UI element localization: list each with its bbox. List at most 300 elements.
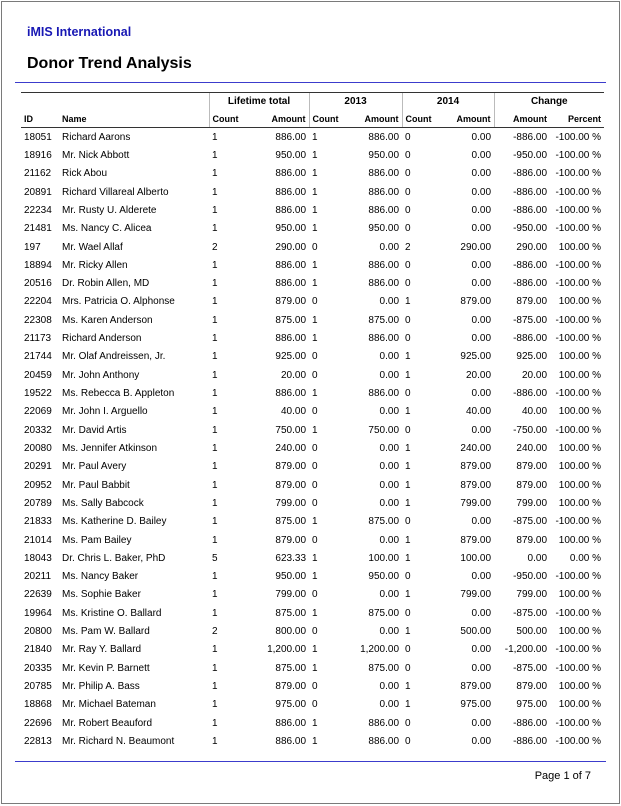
cell-change-percent: -100.00 % [555, 735, 602, 747]
table-row [21, 220, 604, 238]
cell-lifetime-count: 1 [212, 735, 218, 747]
cell-2014-amount: 0.00 [471, 607, 492, 619]
cell-lifetime-amount: 886.00 [275, 717, 307, 729]
table-row [21, 256, 604, 274]
cell-2014-amount: 879.00 [460, 296, 492, 308]
table-row [21, 641, 604, 659]
cell-2014-amount: 879.00 [460, 534, 492, 546]
cell-change-amount: -1,200.00 [504, 644, 548, 656]
cell-name: Mr. John I. Arguello [62, 406, 148, 418]
cell-id: 18894 [24, 259, 52, 271]
cell-2013-amount: 0.00 [379, 241, 400, 253]
cell-change-amount: -886.00 [513, 204, 548, 216]
cell-lifetime-count: 1 [212, 351, 218, 363]
cell-lifetime-amount: 875.00 [275, 516, 307, 528]
group-header-2014: 2014 [402, 93, 494, 111]
cell-2014-amount: 0.00 [471, 314, 492, 326]
cell-2014-count: 0 [405, 168, 411, 180]
cell-id: 20332 [24, 424, 52, 436]
cell-name: Ms. Pam Bailey [62, 534, 132, 546]
cell-2014-amount: 0.00 [471, 204, 492, 216]
table-row [21, 714, 604, 732]
cell-2013-count: 0 [312, 296, 318, 308]
cell-2014-amount: 0.00 [471, 223, 492, 235]
cell-change-percent: -100.00 % [555, 607, 602, 619]
cell-lifetime-count: 1 [212, 204, 218, 216]
cell-lifetime-amount: 886.00 [275, 278, 307, 290]
cell-2014-count: 0 [405, 516, 411, 528]
cell-2014-count: 0 [405, 644, 411, 656]
cell-2014-count: 1 [405, 534, 411, 546]
cell-2013-amount: 0.00 [379, 296, 400, 308]
cell-2013-count: 1 [312, 607, 318, 619]
cell-2013-count: 1 [312, 204, 318, 216]
organization-name: iMIS International [27, 25, 132, 39]
cell-change-amount: -886.00 [513, 131, 548, 143]
cell-lifetime-amount: 886.00 [275, 168, 307, 180]
cell-2013-amount: 886.00 [368, 717, 400, 729]
cell-2013-count: 1 [312, 259, 318, 271]
cell-lifetime-count: 1 [212, 479, 218, 491]
page-number: Page 1 of 7 [534, 770, 591, 782]
table-row [21, 146, 604, 164]
cell-lifetime-amount: 800.00 [275, 626, 307, 638]
cell-lifetime-amount: 879.00 [275, 461, 307, 473]
cell-2014-count: 0 [405, 131, 411, 143]
cell-2014-count: 1 [405, 699, 411, 711]
table-row [21, 128, 604, 147]
cell-2013-amount: 0.00 [379, 589, 400, 601]
cell-2013-count: 1 [312, 333, 318, 345]
cell-2013-amount: 0.00 [379, 626, 400, 638]
cell-2014-count: 1 [405, 552, 411, 564]
cell-2013-amount: 100.00 [368, 552, 400, 564]
cell-2013-amount: 0.00 [379, 497, 400, 509]
cell-change-amount: -886.00 [513, 735, 548, 747]
cell-2014-amount: 0.00 [471, 168, 492, 180]
cell-id: 21162 [24, 168, 52, 180]
cell-name: Mr. Robert Beauford [62, 717, 153, 729]
cell-2013-count: 0 [312, 442, 318, 454]
cell-2014-count: 0 [405, 223, 411, 235]
footer-divider [15, 761, 606, 762]
cell-lifetime-amount: 950.00 [275, 571, 307, 583]
cell-name: Dr. Chris L. Baker, PhD [62, 552, 166, 564]
cell-lifetime-amount: 875.00 [275, 314, 307, 326]
cell-2013-count: 0 [312, 351, 318, 363]
table-row [21, 549, 604, 567]
cell-lifetime-count: 1 [212, 534, 218, 546]
cell-lifetime-count: 1 [212, 131, 218, 143]
cell-name: Mr. Michael Bateman [62, 699, 156, 711]
cell-change-amount: -886.00 [513, 259, 548, 271]
cell-lifetime-count: 1 [212, 699, 218, 711]
cell-2013-count: 0 [312, 699, 318, 711]
cell-2014-amount: 0.00 [471, 516, 492, 528]
table-row [21, 165, 604, 183]
cell-change-amount: 0.00 [527, 552, 548, 564]
column-header-id: ID [21, 110, 59, 128]
cell-id: 20335 [24, 662, 52, 674]
cell-2014-count: 1 [405, 442, 411, 454]
cell-lifetime-count: 1 [212, 589, 218, 601]
table-body [21, 128, 604, 751]
cell-change-percent: -100.00 % [555, 131, 602, 143]
cell-change-percent: 100.00 % [558, 497, 602, 509]
cell-change-percent: 100.00 % [558, 296, 602, 308]
cell-name: Mr. Ricky Allen [62, 259, 128, 271]
cell-2013-amount: 950.00 [368, 223, 400, 235]
cell-2014-count: 2 [405, 241, 411, 253]
cell-lifetime-amount: 925.00 [275, 351, 307, 363]
cell-2013-count: 1 [312, 149, 318, 161]
cell-2013-amount: 0.00 [379, 479, 400, 491]
cell-2014-amount: 799.00 [460, 589, 492, 601]
cell-change-percent: -100.00 % [555, 259, 602, 271]
cell-2013-amount: 886.00 [368, 204, 400, 216]
cell-id: 22639 [24, 589, 52, 601]
cell-2013-amount: 750.00 [368, 424, 400, 436]
cell-2014-count: 1 [405, 479, 411, 491]
cell-lifetime-count: 1 [212, 717, 218, 729]
cell-2013-count: 0 [312, 406, 318, 418]
cell-2013-count: 0 [312, 589, 318, 601]
cell-2014-amount: 0.00 [471, 259, 492, 271]
cell-2014-amount: 240.00 [460, 442, 492, 454]
table-row [21, 586, 604, 604]
cell-change-amount: -886.00 [513, 717, 548, 729]
cell-change-percent: 100.00 % [558, 442, 602, 454]
cell-change-percent: -100.00 % [555, 149, 602, 161]
cell-id: 18916 [24, 149, 52, 161]
cell-name: Ms. Nancy C. Alicea [62, 223, 152, 235]
table-row [21, 293, 604, 311]
cell-lifetime-amount: 975.00 [275, 699, 307, 711]
column-header-2014-count: Count [402, 110, 438, 128]
cell-change-percent: 100.00 % [558, 369, 602, 381]
cell-change-amount: -875.00 [513, 516, 548, 528]
cell-2014-amount: 0.00 [471, 186, 492, 198]
table-row [21, 348, 604, 366]
cell-2014-count: 0 [405, 388, 411, 400]
cell-change-percent: -100.00 % [555, 168, 602, 180]
cell-name: Mr. Paul Babbit [62, 479, 130, 491]
cell-change-amount: -750.00 [513, 424, 548, 436]
cell-2013-count: 1 [312, 644, 318, 656]
cell-name: Ms. Kristine O. Ballard [62, 607, 162, 619]
cell-2013-count: 1 [312, 314, 318, 326]
cell-lifetime-count: 2 [212, 241, 218, 253]
cell-name: Ms. Sally Babcock [62, 497, 144, 509]
cell-2014-amount: 290.00 [460, 241, 492, 253]
cell-2014-amount: 100.00 [460, 552, 492, 564]
cell-2013-amount: 950.00 [368, 571, 400, 583]
cell-name: Mr. Olaf Andreissen, Jr. [62, 351, 166, 363]
cell-change-percent: -100.00 % [555, 717, 602, 729]
cell-name: Mr. John Anthony [62, 369, 140, 381]
cell-2014-count: 0 [405, 607, 411, 619]
cell-lifetime-amount: 40.00 [280, 406, 307, 418]
cell-lifetime-amount: 886.00 [275, 388, 307, 400]
table-row [21, 366, 604, 384]
cell-2013-count: 0 [312, 534, 318, 546]
cell-lifetime-count: 1 [212, 497, 218, 509]
table-row [21, 201, 604, 219]
cell-name: Mr. Philip A. Bass [62, 681, 140, 693]
table-row [21, 531, 604, 549]
cell-lifetime-amount: 750.00 [275, 424, 307, 436]
cell-lifetime-count: 1 [212, 442, 218, 454]
cell-2013-count: 1 [312, 131, 318, 143]
cell-lifetime-count: 1 [212, 424, 218, 436]
group-header-change: Change [494, 93, 604, 111]
cell-2013-amount: 0.00 [379, 369, 400, 381]
cell-2013-count: 1 [312, 388, 318, 400]
cell-2014-count: 0 [405, 278, 411, 290]
cell-change-percent: -100.00 % [555, 662, 602, 674]
cell-lifetime-amount: 886.00 [275, 204, 307, 216]
cell-2013-amount: 886.00 [368, 131, 400, 143]
cell-lifetime-count: 1 [212, 149, 218, 161]
cell-2014-amount: 40.00 [465, 406, 492, 418]
cell-2014-amount: 879.00 [460, 681, 492, 693]
table-row [21, 604, 604, 622]
cell-2013-count: 1 [312, 552, 318, 564]
cell-change-amount: 500.00 [516, 626, 548, 638]
cell-2014-amount: 0.00 [471, 662, 492, 674]
cell-lifetime-count: 1 [212, 369, 218, 381]
cell-2013-amount: 0.00 [379, 681, 400, 693]
column-header-lifetime-count: Count [209, 110, 257, 128]
cell-change-percent: 100.00 % [558, 351, 602, 363]
cell-id: 20459 [24, 369, 52, 381]
cell-lifetime-count: 1 [212, 571, 218, 583]
cell-lifetime-count: 1 [212, 333, 218, 345]
cell-change-percent: -100.00 % [555, 516, 602, 528]
cell-id: 22813 [24, 735, 52, 747]
cell-2014-count: 0 [405, 735, 411, 747]
cell-lifetime-count: 1 [212, 259, 218, 271]
table-row [21, 439, 604, 457]
cell-change-percent: -100.00 % [555, 186, 602, 198]
cell-2014-count: 1 [405, 497, 411, 509]
cell-name: Mr. Rusty U. Alderete [62, 204, 157, 216]
cell-id: 18868 [24, 699, 52, 711]
cell-2014-amount: 0.00 [471, 149, 492, 161]
cell-2013-amount: 886.00 [368, 168, 400, 180]
cell-change-amount: -886.00 [513, 186, 548, 198]
cell-change-amount: 879.00 [516, 461, 548, 473]
cell-2014-count: 0 [405, 204, 411, 216]
cell-change-amount: -950.00 [513, 223, 548, 235]
table-row [21, 659, 604, 677]
cell-lifetime-count: 1 [212, 278, 218, 290]
cell-change-amount: 40.00 [521, 406, 548, 418]
cell-lifetime-amount: 879.00 [275, 681, 307, 693]
cell-change-amount: 799.00 [516, 589, 548, 601]
group-header-lifetime: Lifetime total [209, 93, 309, 111]
cell-2014-count: 0 [405, 314, 411, 326]
cell-lifetime-amount: 879.00 [275, 534, 307, 546]
cell-id: 21173 [24, 333, 52, 345]
cell-lifetime-amount: 950.00 [275, 223, 307, 235]
cell-2013-amount: 875.00 [368, 607, 400, 619]
cell-lifetime-amount: 879.00 [275, 479, 307, 491]
cell-id: 20785 [24, 681, 52, 693]
cell-2014-amount: 0.00 [471, 131, 492, 143]
cell-change-amount: -950.00 [513, 571, 548, 583]
cell-change-percent: -100.00 % [555, 204, 602, 216]
cell-change-percent: 100.00 % [558, 589, 602, 601]
column-header-2013-amount: Amount [342, 110, 402, 128]
group-header-2013: 2013 [309, 93, 402, 111]
cell-2014-count: 0 [405, 333, 411, 345]
cell-change-amount: 975.00 [516, 699, 548, 711]
column-header-name: Name [59, 110, 209, 128]
cell-2014-amount: 0.00 [471, 644, 492, 656]
cell-2013-count: 1 [312, 278, 318, 290]
cell-2014-amount: 20.00 [465, 369, 492, 381]
cell-lifetime-count: 1 [212, 223, 218, 235]
cell-change-percent: 100.00 % [558, 626, 602, 638]
cell-id: 20789 [24, 497, 52, 509]
cell-lifetime-count: 1 [212, 607, 218, 619]
table-row [21, 311, 604, 329]
cell-name: Richard Aarons [62, 131, 131, 143]
cell-2013-amount: 1,200.00 [360, 644, 400, 656]
cell-change-amount: -886.00 [513, 333, 548, 345]
header-divider [15, 82, 606, 83]
cell-2013-amount: 886.00 [368, 735, 400, 747]
cell-change-amount: 20.00 [521, 369, 548, 381]
cell-2013-count: 1 [312, 168, 318, 180]
cell-change-amount: -875.00 [513, 662, 548, 674]
cell-id: 20800 [24, 626, 52, 638]
cell-lifetime-amount: 886.00 [275, 735, 307, 747]
cell-id: 21744 [24, 351, 52, 363]
cell-lifetime-amount: 20.00 [280, 369, 307, 381]
cell-2013-count: 0 [312, 497, 318, 509]
cell-name: Dr. Robin Allen, MD [62, 278, 150, 290]
cell-2013-amount: 0.00 [379, 406, 400, 418]
table-row [21, 732, 604, 750]
cell-change-amount: 879.00 [516, 681, 548, 693]
table-row [21, 568, 604, 586]
cell-2014-amount: 799.00 [460, 497, 492, 509]
cell-2013-amount: 0.00 [379, 351, 400, 363]
cell-lifetime-count: 1 [212, 516, 218, 528]
cell-2013-count: 0 [312, 461, 318, 473]
cell-lifetime-count: 1 [212, 406, 218, 418]
cell-change-percent: 100.00 % [558, 534, 602, 546]
cell-2014-amount: 975.00 [460, 699, 492, 711]
cell-change-percent: 100.00 % [558, 479, 602, 491]
cell-name: Mrs. Patricia O. Alphonse [62, 296, 175, 308]
cell-change-percent: 0.00 % [569, 552, 602, 564]
cell-change-percent: 100.00 % [558, 461, 602, 473]
cell-2014-count: 1 [405, 406, 411, 418]
cell-lifetime-amount: 886.00 [275, 259, 307, 271]
cell-id: 22204 [24, 296, 52, 308]
cell-2014-amount: 925.00 [460, 351, 492, 363]
cell-id: 22069 [24, 406, 52, 418]
cell-lifetime-amount: 240.00 [275, 442, 307, 454]
cell-lifetime-amount: 290.00 [275, 241, 307, 253]
cell-2013-count: 1 [312, 735, 318, 747]
donor-table [21, 92, 604, 751]
cell-change-percent: -100.00 % [555, 333, 602, 345]
cell-name: Mr. Richard N. Beaumont [62, 735, 175, 747]
cell-lifetime-amount: 879.00 [275, 296, 307, 308]
cell-change-amount: 925.00 [516, 351, 548, 363]
cell-change-amount: 799.00 [516, 497, 548, 509]
cell-lifetime-amount: 623.33 [275, 552, 307, 564]
cell-name: Rick Abou [62, 168, 108, 180]
cell-2014-count: 0 [405, 662, 411, 674]
cell-lifetime-amount: 875.00 [275, 607, 307, 619]
cell-id: 20211 [24, 571, 52, 583]
cell-lifetime-amount: 886.00 [275, 131, 307, 143]
column-header-2014-amount: Amount [438, 110, 494, 128]
cell-name: Ms. Jennifer Atkinson [62, 442, 158, 454]
cell-change-percent: -100.00 % [555, 571, 602, 583]
cell-2013-count: 1 [312, 516, 318, 528]
cell-2013-count: 1 [312, 223, 318, 235]
cell-id: 21840 [24, 644, 52, 656]
cell-2013-amount: 875.00 [368, 516, 400, 528]
cell-change-percent: 100.00 % [558, 406, 602, 418]
cell-2013-amount: 886.00 [368, 278, 400, 290]
cell-2014-amount: 879.00 [460, 461, 492, 473]
cell-name: Ms. Rebecca B. Appleton [62, 388, 175, 400]
cell-2014-amount: 0.00 [471, 717, 492, 729]
table-row [21, 513, 604, 531]
cell-lifetime-count: 1 [212, 168, 218, 180]
table-row [21, 384, 604, 402]
table-row [21, 696, 604, 714]
cell-id: 21014 [24, 534, 52, 546]
cell-change-amount: -886.00 [513, 168, 548, 180]
cell-2014-count: 0 [405, 259, 411, 271]
cell-2014-count: 1 [405, 681, 411, 693]
cell-id: 20291 [24, 461, 52, 473]
cell-2013-amount: 0.00 [379, 461, 400, 473]
cell-2014-count: 0 [405, 717, 411, 729]
cell-lifetime-count: 2 [212, 626, 218, 638]
cell-lifetime-count: 5 [212, 552, 218, 564]
cell-2013-count: 0 [312, 479, 318, 491]
cell-2013-count: 1 [312, 662, 318, 674]
cell-name: Richard Villareal Alberto [62, 186, 169, 198]
report-page [1, 1, 620, 804]
cell-lifetime-amount: 1,200.00 [267, 644, 307, 656]
cell-id: 18051 [24, 131, 52, 143]
table-row [21, 421, 604, 439]
cell-id: 19522 [24, 388, 52, 400]
cell-lifetime-count: 1 [212, 388, 218, 400]
cell-name: Mr. Kevin P. Barnett [62, 662, 150, 674]
cell-name: Ms. Karen Anderson [62, 314, 153, 326]
cell-2013-count: 1 [312, 571, 318, 583]
cell-change-amount: -886.00 [513, 388, 548, 400]
cell-2013-amount: 0.00 [379, 534, 400, 546]
cell-name: Mr. Ray Y. Ballard [62, 644, 142, 656]
cell-lifetime-count: 1 [212, 644, 218, 656]
cell-id: 22696 [24, 717, 52, 729]
cell-2014-amount: 0.00 [471, 388, 492, 400]
cell-2014-amount: 0.00 [471, 424, 492, 436]
cell-change-percent: 100.00 % [558, 681, 602, 693]
